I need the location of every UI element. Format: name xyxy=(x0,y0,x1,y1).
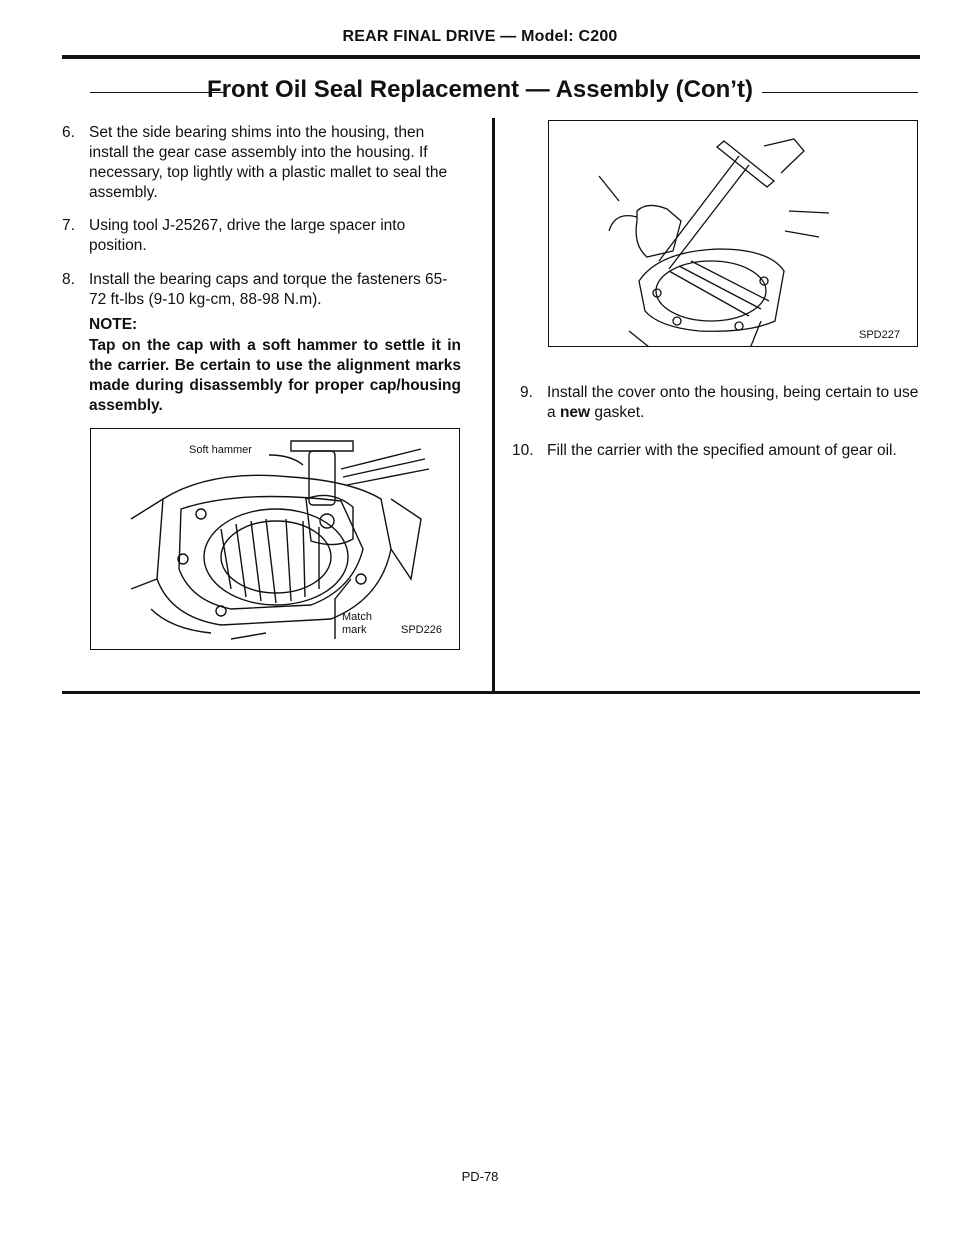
section-rule-right xyxy=(762,92,918,93)
page-header-title: REAR FINAL DRIVE — Model: C200 xyxy=(342,28,618,45)
step-text-part: Install the cover onto the housing, being certain to use a xyxy=(547,384,919,421)
figure-spd226 xyxy=(90,428,460,650)
figure-code: SPD226 xyxy=(401,624,442,636)
step-text: Using tool J-25267, drive the large spacer into position. xyxy=(89,217,406,254)
figure-code: SPD227 xyxy=(859,329,900,341)
step-7 xyxy=(62,216,462,256)
step-text xyxy=(547,383,920,423)
note-text: Tap on the cap with a soft hammer to settle it in the carrier. Be certain to use the alignment marks made during disassembly for proper cap/housing assembly. xyxy=(89,337,461,414)
step-number: 6. xyxy=(62,124,75,141)
step-text: Fill the carrier with the specified amount of gear oil. xyxy=(547,442,897,459)
note-heading: NOTE: xyxy=(89,316,138,333)
section-title: Front Oil Seal Replacement — Assembly (Con’t) xyxy=(207,76,753,103)
step-number: 8. xyxy=(62,271,75,288)
label-match: Match xyxy=(342,611,372,623)
bottom-rule xyxy=(62,691,920,694)
header-rule xyxy=(62,55,920,59)
page-number: PD-78 xyxy=(461,1169,499,1184)
figure-spd227 xyxy=(548,120,918,347)
step-text: Set the side bearing shims into the housing, then install the gear case assembly into the housing. If necessary, top lightly with a plastic mallet to seal the assembly. xyxy=(89,124,448,201)
step-text-emphasis: new xyxy=(559,404,591,421)
column-divider xyxy=(492,118,495,693)
step-text: Install the bearing caps and torque the fasteners 65-72 ft-lbs (9-10 kg-cm, 88-98 N.m). xyxy=(89,271,448,308)
step-6 xyxy=(62,123,462,203)
step-number: 10. xyxy=(512,442,534,459)
label-soft-hammer: Soft hammer xyxy=(189,444,252,456)
cover-install-illustration xyxy=(549,121,917,346)
step-9 xyxy=(520,383,920,423)
step-10 xyxy=(512,441,920,481)
step-text-part: gasket. xyxy=(590,404,645,421)
label-mark: mark xyxy=(342,624,367,636)
differential-carrier-illustration xyxy=(91,429,459,649)
step-8 xyxy=(62,270,462,310)
step-number: 9. xyxy=(520,384,533,401)
step-number: 7. xyxy=(62,217,75,234)
